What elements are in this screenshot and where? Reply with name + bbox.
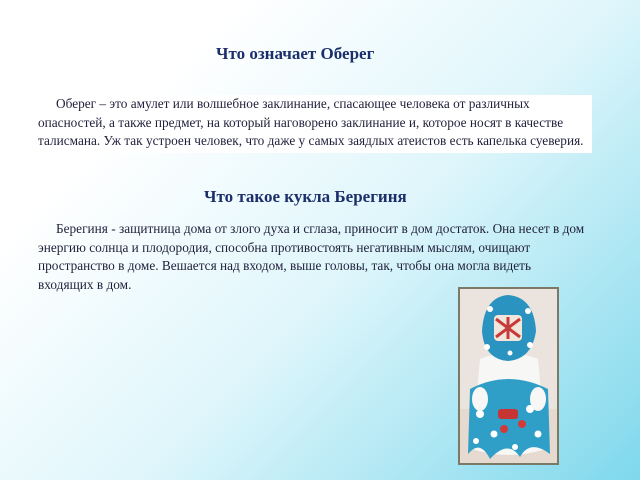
doll-illustration [460, 289, 557, 463]
doll-photo [458, 287, 559, 465]
section-title-obereg: Что означает Оберег [216, 44, 375, 63]
section-title-bereginya: Что такое кукла Берегиня [204, 187, 407, 206]
paragraph-bereginya: Берегиня - защитница дома от злого духа и сглаза, приносит в дом достаток. Она несет в дом энергию солнца и плодородия, способна противостоять негативным мыслям, очищают пространство в доме. Вешается над входом, выше головы, так, чтобы она могла видеть входящих в дом. [38, 221, 585, 292]
paragraph-obereg: Оберег – это амулет или волшебное заклинание, спасающее человека от различных опасностей, а также предмет, на который наговорено заклинание и, которое носят в качестве талисмана. Уж так устроен человек, что даже у самых заядлых атеистов есть капелька суеверия. [34, 95, 592, 153]
